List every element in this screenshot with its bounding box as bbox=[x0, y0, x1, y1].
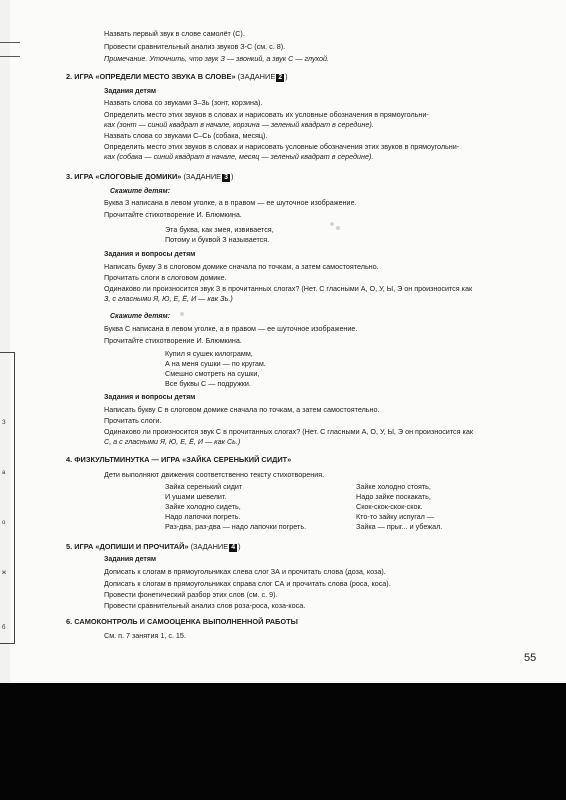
poem-line: Кто-то зайку испугал — bbox=[356, 512, 435, 521]
scan-smudge bbox=[336, 226, 340, 230]
page-number: 55 bbox=[524, 652, 537, 664]
poem-line: Надо зайке поскакать, bbox=[356, 492, 431, 501]
poem-line: Надо лапочки погреть. bbox=[165, 512, 241, 521]
section-heading: 3. ИГРА «СЛОГОВЫЕ ДОМИКИ» (ЗАДАНИЕ 3 ) bbox=[66, 172, 234, 181]
text-line: С, а с гласными Я, Ю, Е, Ё, И — как Сь.) bbox=[104, 437, 241, 446]
intro-line: Назвать первый звук в слове самолёт (С). bbox=[104, 29, 245, 38]
task-label: (ЗАДАНИЕ bbox=[237, 72, 276, 81]
text-line: Назвать слова со звуками З–Зь (зонт, корзина). bbox=[104, 98, 263, 107]
task-label: (ЗАДАНИЕ bbox=[183, 172, 222, 181]
poem-line: Зайка — прыг... и убежал. bbox=[356, 522, 443, 531]
subheading: Задания детям bbox=[104, 88, 157, 95]
task-label: (ЗАДАНИЕ bbox=[190, 542, 229, 551]
poem-line: Смешно смотреть на сушки, bbox=[165, 369, 260, 378]
text-line: Прочитать слоги в слоговом домике. bbox=[104, 273, 227, 282]
text-line: Провести сравнительный анализ слов роза-роса, коза-коса. bbox=[104, 601, 306, 610]
text-line: Провести фонетический разбор этих слов (см. с. 9). bbox=[104, 590, 278, 599]
section-heading: 5. ИГРА «ДОПИШИ И ПРОЧИТАЙ» (ЗАДАНИЕ 4 ) bbox=[66, 542, 241, 551]
text-line: Прочитайте стихотворение И. Блюмкина. bbox=[104, 336, 242, 345]
text-line: ках (зонт — синий квадрат в начале, корзина — зеленый квадрат в середине). bbox=[104, 120, 374, 129]
margin-letter: а bbox=[2, 470, 6, 476]
subheading: Задания и вопросы детям bbox=[104, 251, 196, 258]
task-number: 4 bbox=[231, 544, 236, 551]
text-line: Написать букву С в слоговом домике сначала по точкам, а затем самостоятельно. bbox=[104, 405, 380, 414]
text-line: Назвать слова со звуками С–Сь (собака, месяц). bbox=[104, 131, 268, 140]
poem-line: Раз-два, раз-два — надо лапочки погреть. bbox=[165, 522, 307, 531]
scan-smudge bbox=[330, 222, 334, 226]
poem-line: Эта буква, как змея, извивается, bbox=[165, 225, 274, 234]
poem-line: Все буквы С — подружки. bbox=[165, 379, 251, 388]
text-line: Дети выполняют движения соответственно тексту стихотворения. bbox=[104, 470, 325, 479]
subheading: Задания и вопросы детям bbox=[104, 394, 196, 401]
task-number: 2 bbox=[278, 74, 283, 81]
section-heading: 2. ИГРА «ОПРЕДЕЛИ МЕСТО ЗВУКА В СЛОВЕ» (ЗАДАНИЕ 2 ) bbox=[66, 72, 288, 81]
poem-line: А на меня сушки — по кругам. bbox=[165, 359, 266, 368]
intro-line: Провести сравнительный анализ звуков З-С (см. с. 8). bbox=[104, 42, 286, 51]
text-line: ках (собака — синий квадрат в начале, месяц — зеленый квадрат в середине). bbox=[104, 152, 374, 161]
text-line: Определить место этих звуков в словах и нарисовать их условные обозначения в прямоугольни- bbox=[104, 110, 429, 119]
scan-smudge bbox=[180, 312, 184, 316]
poem-line: Зайка серенький сидит bbox=[165, 482, 243, 491]
subheading: Скажите детям: bbox=[110, 188, 171, 195]
margin-line bbox=[0, 56, 20, 57]
poem-line: Купил я сушек килограмм, bbox=[165, 349, 253, 358]
scan-background bbox=[0, 683, 566, 800]
text-line: З, с гласными Я, Ю, Е, Ё, И — как Зь.) bbox=[104, 294, 233, 303]
section-title: 5. ИГРА «ДОПИШИ И ПРОЧИТАЙ» bbox=[66, 542, 189, 551]
section-title: 3. ИГРА «СЛОГОВЫЕ ДОМИКИ» bbox=[66, 172, 182, 181]
text-line: Одинаково ли произносится звук З в прочитанных слогах? (Нет. С гласными А, О, У, Ы, Э он произносится как bbox=[104, 284, 473, 293]
margin-letter: о bbox=[2, 520, 6, 526]
margin-frame bbox=[0, 352, 15, 644]
poem-line: Скок-скок-скок-скок. bbox=[356, 502, 423, 511]
poem-line: И ушами шевелит. bbox=[165, 492, 227, 501]
subheading: Скажите детям: bbox=[110, 313, 171, 320]
text-line: См. п. 7 занятия 1, с. 15. bbox=[104, 631, 186, 640]
subheading: Задания детям bbox=[104, 556, 157, 563]
text-line: Прочитать слоги. bbox=[104, 416, 162, 425]
margin-letter: б bbox=[2, 625, 6, 631]
section-title: 4. ФИЗКУЛЬТМИНУТКА — ИГРА «ЗАЙКА СЕРЕНЬКИЙ СИДИТ» bbox=[66, 455, 292, 464]
poem-line: Зайке холодно стоять, bbox=[356, 482, 431, 491]
text-line: Одинаково ли произносится звук С в прочитанных слогах? (Нет. С гласными А, О, У, Ы, Э он произносится как bbox=[104, 427, 473, 436]
section-title: 2. ИГРА «ОПРЕДЕЛИ МЕСТО ЗВУКА В СЛОВЕ» bbox=[66, 72, 236, 81]
intro-note: Примечание. Уточнить, что звук З — звонкий, а звук С — глухой. bbox=[104, 54, 330, 63]
text-line: Написать букву З в слоговом домике сначала по точкам, а затем самостоятельно. bbox=[104, 262, 379, 271]
margin-letter: З bbox=[2, 420, 6, 426]
section-title: 6. САМОКОНТРОЛЬ И САМООЦЕНКА ВЫПОЛНЕННОЙ РАБОТЫ bbox=[66, 617, 298, 626]
text-line: Прочитайте стихотворение И. Блюмкина. bbox=[104, 210, 242, 219]
text-line: Буква З написана в левом уголке, а в правом — ее шуточное изображение. bbox=[104, 198, 357, 207]
margin-letter: ж bbox=[2, 570, 7, 576]
poem-line: Зайке холодно сидеть, bbox=[165, 502, 241, 511]
text-line: Дописать к слогам в прямоугольниках слева слог ЗА и прочитать слова (доза, коза). bbox=[104, 567, 386, 576]
text-line: Определить место этих звуков в словах и нарисовать условные обозначения этих звуков в прямоугольни- bbox=[104, 142, 460, 151]
task-number: 3 bbox=[224, 174, 228, 181]
poem-line: Потому и буквой З называется. bbox=[165, 235, 270, 244]
text-line: Дописать к слогам в прямоугольниках справа слог СА и прочитать слова (роса, коса). bbox=[104, 579, 391, 588]
margin-line bbox=[0, 42, 20, 43]
text-line: Буква С написана в левом уголке, а в правом — ее шуточное изображение. bbox=[104, 324, 358, 333]
